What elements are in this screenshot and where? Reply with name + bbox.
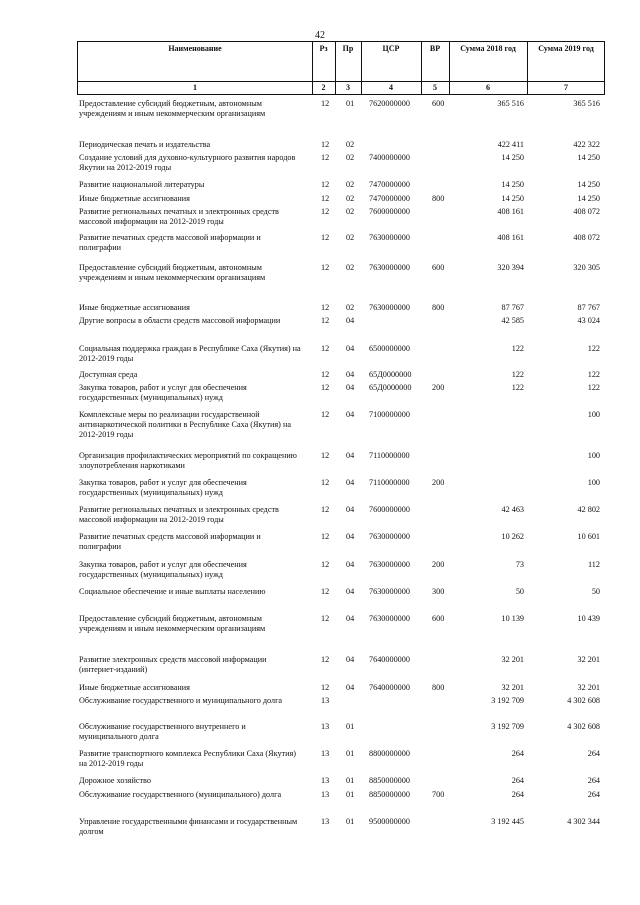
row-sum-2018: 10 139 — [501, 614, 524, 623]
row-csr: 65Д0000000 — [369, 370, 412, 379]
row-sum-2018: 14 250 — [501, 180, 524, 189]
row-sum-2018: 122 — [511, 344, 524, 353]
row-name: Комплексные меры по реализации государственной антинаркотической политики в Республике Саха (Якутия) на 2012-2019 годы — [79, 410, 291, 439]
page-number: 42 — [315, 30, 325, 41]
row-name: Иные бюджетные ассигнования — [79, 683, 190, 692]
row-pr: 04 — [346, 451, 355, 460]
row-name: Обслуживание государственного внутреннего и муниципального долга — [79, 722, 246, 741]
row-pr: 04 — [346, 316, 355, 325]
row-pr: 04 — [346, 383, 355, 392]
row-pr: 04 — [346, 505, 355, 514]
column-number: 7 — [564, 83, 568, 92]
row-csr: 65Д0000000 — [369, 383, 412, 392]
row-csr: 7620000000 — [369, 99, 410, 108]
row-name: Закупка товаров, работ и услуг для обеспечения государственных (муниципальных) нужд — [79, 560, 247, 579]
row-rz: 12 — [321, 655, 330, 664]
row-name: Создание условий для духовно-культурного развития народов Якутии на 2012-2019 годы — [79, 153, 296, 172]
row-sum-2019: 4 302 344 — [567, 817, 600, 826]
row-vr: 800 — [432, 194, 445, 203]
header-vr: ВР — [429, 44, 441, 53]
row-rz: 12 — [321, 478, 330, 487]
row-pr: 04 — [346, 410, 355, 419]
row-csr: 7400000000 — [369, 153, 410, 162]
row-sum-2019: 100 — [587, 410, 600, 419]
row-csr: 7630000000 — [369, 560, 410, 569]
row-pr: 01 — [346, 817, 355, 826]
row-name: Закупка товаров, работ и услуг для обеспечения государственных (муниципальных) нужд — [79, 478, 247, 497]
row-name: Развитие региональных печатных и электронных средств массовой информации на 2012-2019 годы — [79, 505, 279, 524]
row-sum-2018: 3 192 709 — [491, 722, 524, 731]
row-sum-2018: 122 — [511, 383, 524, 392]
row-pr: 01 — [346, 722, 355, 731]
row-sum-2019: 100 — [587, 478, 600, 487]
table-header — [77, 41, 605, 95]
row-sum-2018: 264 — [511, 790, 524, 799]
row-pr: 04 — [346, 560, 355, 569]
row-pr: 04 — [346, 587, 355, 596]
row-pr: 04 — [346, 614, 355, 623]
column-number: 5 — [433, 83, 437, 92]
row-csr: 7110000000 — [369, 451, 410, 460]
row-csr: 7470000000 — [369, 180, 410, 189]
row-rz: 12 — [321, 344, 330, 353]
row-rz: 12 — [321, 153, 330, 162]
row-name: Иные бюджетные ассигнования — [79, 303, 190, 312]
row-name: Дорожное хозяйство — [79, 776, 151, 785]
row-pr: 01 — [346, 99, 355, 108]
row-name: Развитие печатных средств массовой информации и полиграфии — [79, 532, 261, 551]
row-vr: 200 — [432, 383, 445, 392]
row-sum-2019: 264 — [587, 749, 600, 758]
row-rz: 12 — [321, 263, 330, 272]
row-rz: 12 — [321, 99, 330, 108]
row-sum-2018: 264 — [511, 776, 524, 785]
row-sum-2019: 10 439 — [577, 614, 600, 623]
row-rz: 12 — [321, 316, 330, 325]
row-rz: 12 — [321, 532, 330, 541]
row-rz: 12 — [321, 370, 330, 379]
row-sum-2019: 422 322 — [573, 140, 600, 149]
row-pr: 02 — [346, 140, 355, 149]
row-sum-2019: 10 601 — [577, 532, 600, 541]
row-sum-2018: 87 767 — [501, 303, 524, 312]
row-csr: 7630000000 — [369, 233, 410, 242]
row-sum-2019: 14 250 — [577, 194, 600, 203]
row-rz: 12 — [321, 207, 330, 216]
row-vr: 300 — [432, 587, 445, 596]
row-name: Развитие транспортного комплекса Республики Саха (Якутия) на 2012-2019 годы — [79, 749, 296, 768]
header-pr: Пр — [342, 44, 354, 53]
row-name: Закупка товаров, работ и услуг для обеспечения государственных (муниципальных) нужд — [79, 383, 247, 402]
row-sum-2019: 122 — [587, 370, 600, 379]
column-number: 2 — [321, 83, 326, 92]
column-number: 1 — [193, 83, 197, 92]
row-name: Предоставление субсидий бюджетным, автономным учреждениям и иным некоммерческим организациям — [79, 99, 266, 118]
row-csr: 7640000000 — [369, 655, 410, 664]
row-pr: 02 — [346, 180, 355, 189]
row-rz: 12 — [321, 180, 330, 189]
row-name: Доступная среда — [79, 370, 138, 379]
row-sum-2019: 32 201 — [577, 683, 600, 692]
row-sum-2019: 4 302 608 — [567, 722, 600, 731]
row-csr: 7600000000 — [369, 207, 410, 216]
row-sum-2019: 264 — [587, 790, 600, 799]
row-csr: 6500000000 — [369, 344, 410, 353]
row-csr: 8800000000 — [369, 749, 410, 758]
row-rz: 13 — [321, 776, 330, 785]
row-rz: 13 — [321, 749, 330, 758]
row-csr: 7630000000 — [369, 263, 410, 272]
row-name: Другие вопросы в области средств массовой информации — [79, 316, 281, 325]
row-sum-2018: 50 — [515, 587, 524, 596]
row-sum-2018: 408 161 — [497, 233, 524, 242]
row-rz: 12 — [321, 451, 330, 460]
row-pr: 02 — [346, 233, 355, 242]
row-pr: 02 — [346, 263, 355, 272]
row-name: Предоставление субсидий бюджетным, автономным учреждениям и иным некоммерческим организациям — [79, 263, 266, 282]
row-name: Социальное обеспечение и иные выплаты населению — [79, 587, 266, 596]
row-csr: 7110000000 — [369, 478, 410, 487]
row-pr: 04 — [346, 532, 355, 541]
row-csr: 7640000000 — [369, 683, 410, 692]
row-sum-2019: 43 024 — [577, 316, 600, 325]
row-sum-2018: 122 — [511, 370, 524, 379]
row-csr: 9500000000 — [369, 817, 410, 826]
row-sum-2019: 100 — [587, 451, 600, 460]
row-pr: 02 — [346, 153, 355, 162]
row-pr: 04 — [346, 478, 355, 487]
row-sum-2018: 3 192 445 — [491, 817, 524, 826]
row-sum-2019: 4 302 608 — [567, 696, 600, 705]
row-rz: 12 — [321, 233, 330, 242]
row-sum-2018: 73 — [515, 560, 524, 569]
row-sum-2019: 264 — [587, 776, 600, 785]
row-rz: 12 — [321, 383, 330, 392]
row-name: Развитие региональных печатных и электронных средств массовой информации на 2012-2019 годы — [79, 207, 279, 226]
row-sum-2018: 32 201 — [501, 655, 524, 664]
row-sum-2019: 320 305 — [573, 263, 600, 272]
header-name: Наименование — [168, 44, 222, 53]
row-rz: 12 — [321, 683, 330, 692]
row-vr: 800 — [432, 683, 445, 692]
row-sum-2019: 365 516 — [573, 99, 600, 108]
row-name: Развитие национальной литературы — [79, 180, 205, 189]
row-sum-2018: 14 250 — [501, 153, 524, 162]
row-rz: 12 — [321, 194, 330, 203]
row-rz: 12 — [321, 140, 330, 149]
row-name: Иные бюджетные ассигнования — [79, 194, 190, 203]
row-vr: 700 — [432, 790, 445, 799]
row-pr: 02 — [346, 194, 355, 203]
row-sum-2019: 50 — [591, 587, 600, 596]
row-name: Социальная поддержка граждан в Республике Саха (Якутия) на 2012-2019 годы — [79, 344, 301, 363]
row-csr: 7630000000 — [369, 614, 410, 623]
header-sum-2019: Сумма 2019 год — [538, 44, 594, 53]
row-sum-2018: 408 161 — [497, 207, 524, 216]
row-sum-2018: 32 201 — [501, 683, 524, 692]
row-pr: 01 — [346, 749, 355, 758]
row-name: Предоставление субсидий бюджетным, автономным учреждениям и иным некоммерческим организациям — [79, 614, 266, 633]
row-csr: 7630000000 — [369, 532, 410, 541]
row-rz: 12 — [321, 505, 330, 514]
row-rz: 12 — [321, 614, 330, 623]
row-rz: 13 — [321, 817, 330, 826]
row-sum-2019: 112 — [588, 560, 600, 569]
row-vr: 600 — [432, 263, 445, 272]
header-csr: ЦСР — [382, 44, 400, 53]
row-sum-2018: 14 250 — [501, 194, 524, 203]
row-sum-2018: 42 463 — [501, 505, 524, 514]
row-csr: 7470000000 — [369, 194, 410, 203]
header-rz: Рз — [319, 44, 328, 53]
row-rz: 12 — [321, 303, 330, 312]
row-name: Управление государственными финансами и государственным долгом — [79, 817, 298, 836]
row-sum-2019: 32 201 — [577, 655, 600, 664]
row-sum-2018: 3 192 709 — [491, 696, 524, 705]
row-rz: 13 — [321, 790, 330, 799]
row-name: Обслуживание государственного (муниципального) долга — [79, 790, 282, 799]
row-sum-2019: 87 767 — [577, 303, 600, 312]
row-pr: 04 — [346, 655, 355, 664]
row-name: Организация профилактических мероприятий по сокращению злоупотребления наркотиками — [79, 451, 297, 470]
column-number: 6 — [486, 83, 490, 92]
row-name: Обслуживание государственного и муниципального долга — [79, 696, 283, 705]
row-rz: 13 — [321, 722, 330, 731]
row-sum-2019: 408 072 — [573, 207, 600, 216]
row-sum-2019: 122 — [587, 383, 600, 392]
row-csr: 7630000000 — [369, 303, 410, 312]
row-sum-2019: 408 072 — [573, 233, 600, 242]
row-sum-2019: 122 — [587, 344, 600, 353]
row-rz: 13 — [321, 696, 330, 705]
row-sum-2018: 42 585 — [501, 316, 524, 325]
row-pr: 04 — [346, 344, 355, 353]
row-vr: 600 — [432, 614, 445, 623]
row-vr: 200 — [432, 478, 445, 487]
row-csr: 7600000000 — [369, 505, 410, 514]
header-sum-2018: Сумма 2018 год — [460, 44, 516, 53]
header-divider — [78, 81, 604, 82]
row-sum-2019: 42 802 — [577, 505, 600, 514]
row-pr: 04 — [346, 683, 355, 692]
row-sum-2019: 14 250 — [577, 180, 600, 189]
row-name: Периодическая печать и издательства — [79, 140, 211, 149]
row-csr: 7100000000 — [369, 410, 410, 419]
row-sum-2019: 14 250 — [577, 153, 600, 162]
row-vr: 600 — [432, 99, 445, 108]
row-pr: 02 — [346, 303, 355, 312]
row-csr: 7630000000 — [369, 587, 410, 596]
row-csr: 8850000000 — [369, 776, 410, 785]
row-pr: 04 — [346, 370, 355, 379]
row-sum-2018: 422 411 — [497, 140, 524, 149]
row-sum-2018: 264 — [511, 749, 524, 758]
row-sum-2018: 10 262 — [501, 532, 524, 541]
row-rz: 12 — [321, 587, 330, 596]
row-sum-2018: 365 516 — [497, 99, 524, 108]
row-pr: 01 — [346, 776, 355, 785]
row-rz: 12 — [321, 560, 330, 569]
row-name: Развитие электронных средств массовой информации (интернет-изданий) — [79, 655, 267, 674]
row-sum-2018: 320 394 — [497, 263, 524, 272]
row-vr: 200 — [432, 560, 445, 569]
column-number: 3 — [346, 83, 350, 92]
row-pr: 02 — [346, 207, 355, 216]
row-rz: 12 — [321, 410, 330, 419]
column-number: 4 — [389, 83, 393, 92]
row-pr: 01 — [346, 790, 355, 799]
row-name: Развитие печатных средств массовой информации и полиграфии — [79, 233, 261, 252]
row-vr: 800 — [432, 303, 445, 312]
row-csr: 8850000000 — [369, 790, 410, 799]
